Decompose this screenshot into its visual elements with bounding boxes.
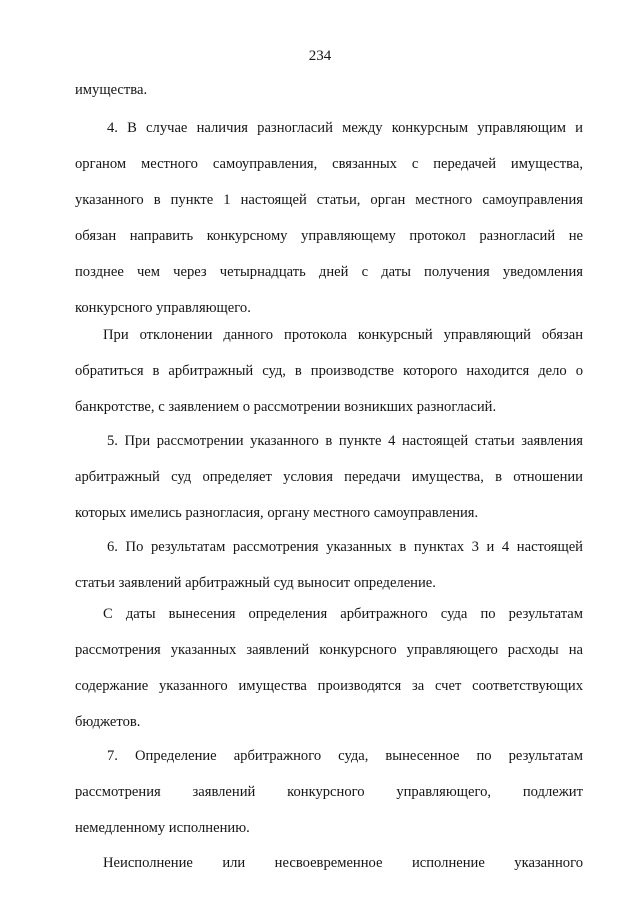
page-number: 234 — [308, 48, 332, 64]
text-line: имущества. — [75, 82, 148, 98]
text-line: 4. В случае наличия разногласий между конкурсным управляющим и — [107, 120, 583, 136]
paragraph-item-4 — [75, 110, 583, 326]
paragraph-non-execution — [75, 845, 583, 881]
text-line: немедленному исполнению. — [75, 820, 250, 836]
text-line: конкурсного управляющего. — [75, 300, 251, 316]
text-line: рассмотрения заявлений конкурсного управляющего, подлежит — [75, 784, 583, 800]
text-line: С даты вынесения определения арбитражного суда по результатам — [103, 606, 583, 622]
text-line: позднее чем через четырнадцать дней с даты получения уведомления — [75, 264, 583, 280]
text-line: обязан направить конкурсному управляющему протокол разногласий не — [75, 228, 583, 244]
text-line: 6. По результатам рассмотрения указанных в пунктах 3 и 4 настоящей — [107, 539, 583, 555]
paragraph-item-5 — [75, 423, 583, 531]
text-line: органом местного самоуправления, связанных с передачей имущества, — [75, 156, 583, 172]
text-line: банкротстве, с заявлением о рассмотрении возникших разногласий. — [75, 399, 497, 415]
text-line: арбитражный суд определяет условия передачи имущества, в отношении — [75, 469, 583, 485]
text-line: содержание указанного имущества производятся за счет соответствующих — [75, 678, 583, 694]
text-line: статьи заявлений арбитражный суд выносит определение. — [75, 575, 436, 591]
text-line: 5. При рассмотрении указанного в пункте 4 настоящей статьи заявления — [107, 433, 583, 449]
text-line: которых имелись разногласия, органу местного самоуправления. — [75, 505, 479, 521]
text-line: указанного в пункте 1 настоящей статьи, орган местного самоуправления — [75, 192, 583, 208]
text-line: 7. Определение арбитражного суда, вынесенное по результатам — [107, 748, 583, 764]
text-line: обратиться в арбитражный суд, в производстве которого находится дело о — [75, 363, 583, 379]
text-line: рассмотрения указанных заявлений конкурсного управляющего расходы на — [75, 642, 583, 658]
text-line: бюджетов. — [75, 714, 141, 730]
paragraph-expenses — [75, 596, 583, 740]
paragraph-item-7 — [75, 738, 583, 846]
paragraph-item-6 — [75, 529, 583, 601]
paragraph-continuation — [75, 72, 583, 108]
text-line: Неисполнение или несвоевременное исполнение указанного — [103, 855, 583, 871]
paragraph-protocol-rejection — [75, 317, 583, 425]
text-line: При отклонении данного протокола конкурсный управляющий обязан — [103, 327, 583, 343]
